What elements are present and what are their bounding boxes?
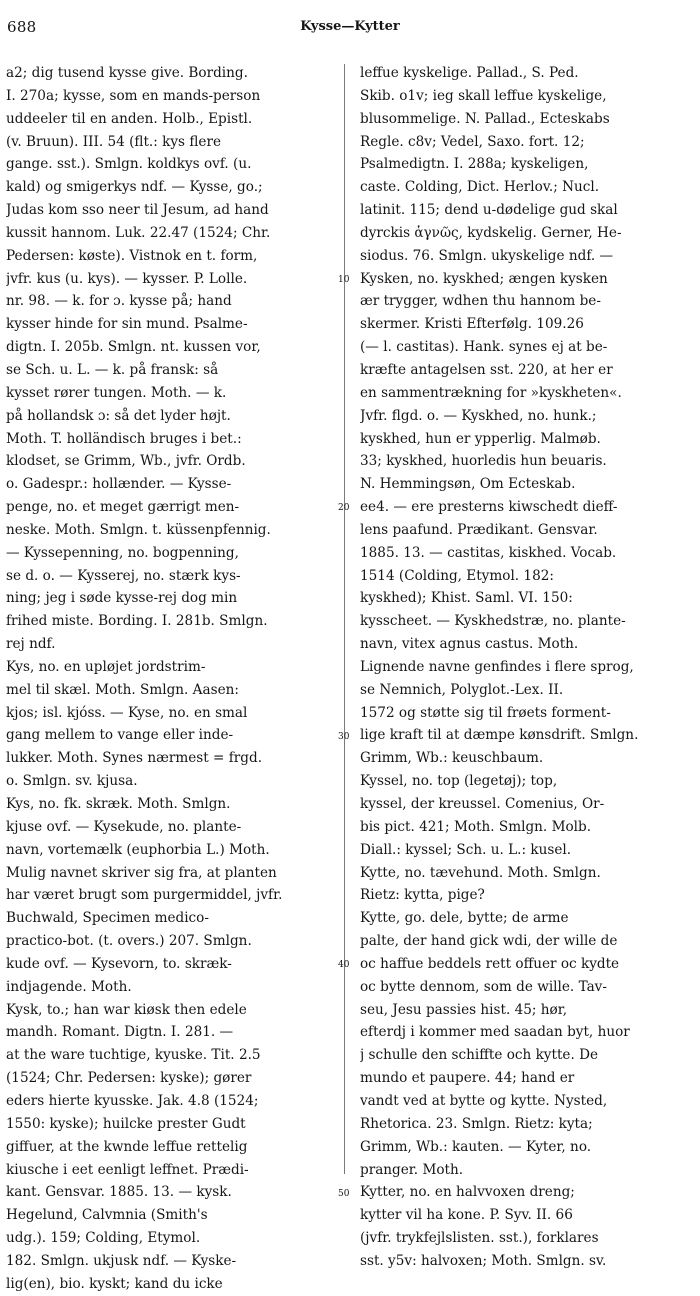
text-line: 1572 og støtte sig til frøets forment- [360,704,611,721]
text-line: kant. Gensvar. 1885. 13. — kysk. [6,1184,232,1201]
line-number: 40 [338,960,350,971]
text-line: sst. y5v: halvoxen; Moth. Smlgn. sv. [360,1252,607,1269]
text-line: se Nemnich, Polyglot.-Lex. II. [360,681,564,698]
text-line: Grimm, Wb.: kauten. — Kyter, no. [360,1138,592,1155]
text-line: Kytte, no. tævehund. Moth. Smlgn. [360,864,601,881]
text-line: caste. Colding, Dict. Herlov.; Nucl. [360,179,600,196]
text-line: Rietz: kytta, pige? [360,887,485,904]
text-line: o. Smlgn. sv. kjusa. [6,773,138,790]
text-line: vandt ved at bytte og kytte. Nysted, [360,1092,608,1109]
text-line: (— l. castitas). Hank. synes ej at be- [360,339,608,356]
text-line: lig(en), bio. kyskt; kand du icke [6,1275,223,1292]
text-line: Psalmedigtn. I. 288a; kyskeligen, [360,156,589,173]
text-line: at the ware tuchtige, kyuske. Tit. 2.5 [6,1047,261,1064]
text-line: efterdj i kommer med saadan byt, huor [360,1024,630,1041]
text-line: (1524; Chr. Pedersen: kyske); gører [6,1070,252,1087]
text-line: Diall.: kyssel; Sch. u. L.: kusel. [360,841,572,858]
text-line: I. 270a; kysse, som en mands-person [6,87,261,104]
text-line: jvfr. kus (u. kys). — kysser. P. Lolle. [6,270,248,287]
text-line: pranger. Moth. [360,1161,464,1178]
text-line: nr. 98. — k. for ɔ. kysse på; hand [6,293,232,310]
text-line: Kys, no. en upløjet jordstrim- [6,658,206,675]
text-line: Judas kom sso neer til Jesum, ad hand [6,202,269,219]
text-line: mundo et paupere. 44; hand er [360,1070,575,1087]
text-line: oc bytte dennom, som de wille. Tav- [360,978,607,995]
column-divider [344,64,345,1174]
text-line: har været brugt som purgermiddel, jvfr. [6,887,283,904]
text-line: ee4. — ere presterns kiwschedt dieff- [360,499,618,516]
line-number: 50 [338,1188,350,1199]
text-line: mandh. Romant. Digtn. I. 281. — [6,1024,234,1041]
text-line: Buchwald, Specimen medico- [6,910,209,927]
text-line: — Kyssepenning, no. bogpenning, [6,544,239,561]
text-line: Lignende navne genfindes i flere sprog, [360,658,634,675]
text-line: kysser hinde for sin mund. Psalme- [6,316,248,333]
text-line: 182. Smlgn. ukjusk ndf. — Kyske- [6,1252,237,1269]
text-line: se Sch. u. L. — k. på fransk: så [6,361,219,378]
page-header [0,18,700,44]
text-line: 1514 (Colding, Etymol. 182: [360,567,554,584]
text-line: neske. Moth. Smlgn. t. küssenpfennig. [6,521,271,538]
text-line: j schulle den schiffte och kytte. De [360,1047,599,1064]
text-line: giffuer, at the kwnde leffue rettelig [6,1138,248,1155]
text-line: Kysk, to.; han war kiøsk then edele [6,1001,247,1018]
text-line: uddeeler til en anden. Holb., Epistl. [6,110,253,127]
text-line: 33; kyskhed, huorledis hun beuaris. [360,453,607,470]
text-line: rej ndf. [6,636,56,653]
text-line: latinit. 115; dend u-dødelige gud skal [360,202,618,219]
text-line: se d. o. — Kysserej, no. stærk kys- [6,567,241,584]
left-column [6,62,338,1296]
text-line: kræfte antagelsen sst. 220, at her er [360,361,613,378]
text-line: leffue kyskelige. Pallad., S. Ped. [360,65,579,81]
text-line: dyrckis ἁγνῶς, kydskelig. Gerner, He- [360,224,622,241]
text-line: Mulig navnet skriver sig fra, at planten [6,864,277,881]
text-line: gange. sst.). Smlgn. koldkys ovf. (u. [6,156,252,173]
text-line: kysscheet. — Kyskhedstræ, no. plante- [360,613,626,630]
text-line: Moth. T. holländisch bruges i bet.: [6,430,242,447]
running-head: Kysse—Kytter [300,19,400,34]
text-line: Rhetorica. 23. Smlgn. Rietz: kyta; [360,1115,593,1132]
text-line: Kytter, no. en halvvoxen dreng; [360,1184,575,1201]
text-line: Kys, no. fk. skræk. Moth. Smlgn. [6,796,231,812]
text-line: siodus. 76. Smlgn. ukyskelige ndf. — [360,247,614,264]
text-line: kjuse ovf. — Kysekude, no. plante- [6,818,242,835]
text-line: (jvfr. trykfejlslisten. sst.), forklares [360,1230,599,1247]
text-line: kyssel, der kreussel. Comenius, Or- [360,796,605,812]
line-number: 30 [338,731,350,742]
text-line: o. Gadespr.: hollænder. — Kysse- [6,476,232,493]
text-line: kussit hannom. Luk. 22.47 (1524; Chr. [6,224,271,241]
text-line: kyskhed); Khist. Saml. VI. 150: [360,590,573,607]
text-line: Regle. c8v; Vedel, Saxo. fort. 12; [360,133,585,150]
text-line: Hegelund, Calvmnia (Smith's [6,1207,208,1224]
text-line: klodset, se Grimm, Wb., jvfr. Ordb. [6,453,246,470]
text-line: seu, Jesu passies hist. 45; hør, [360,1001,568,1018]
text-line: 1885. 13. — castitas, kiskhed. Vocab. [360,544,617,561]
text-line: Kytte, go. dele, bytte; de arme [360,910,569,927]
text-line: kytter vil ha kone. P. Syv. II. 66 [360,1207,573,1224]
text-line: kald) og smigerkys ndf. — Kysse, go.; [6,179,263,196]
text-line: (v. Bruun). III. 54 (flt.: kys flere [6,133,222,150]
text-line: navn, vortemælk (euphorbia L.) Moth. [6,841,270,858]
text-line: kude ovf. — Kysevorn, to. skræk- [6,955,232,972]
text-line: navn, vitex agnus castus. Moth. [360,636,579,653]
text-line: kiusche i eet eenligt leffnet. Prædi- [6,1161,249,1178]
text-line: kyskhed, hun er ypperlig. Malmøb. [360,430,601,447]
text-line: Jvfr. flgd. o. — Kyskhed, no. hunk.; [360,407,597,424]
text-line: blusommelige. N. Pallad., Ecteskabs [360,110,610,127]
text-line: udg.). 159; Colding, Etymol. [6,1230,201,1247]
text-line: Kysken, no. kyskhed; ængen kysken [360,270,608,287]
text-line: eders hierte kyusske. Jak. 4.8 (1524; [6,1092,259,1109]
text-line: lige kraft til at dæmpe kønsdrift. Smlgn. [360,727,639,744]
text-line: oc haffue beddels rett offuer oc kydte [360,955,620,972]
text-line: ning; jeg i søde kysse-rej dog min [6,590,238,607]
text-line: penge, no. et meget gærrigt men- [6,499,240,516]
text-line: palte, der hand gick wdi, der wille de [360,933,618,950]
text-line: kysset rører tungen. Moth. — k. [6,384,227,401]
text-line: digtn. I. 205b. Smlgn. nt. kussen vor, [6,339,261,356]
right-column [360,62,693,1273]
text-line: kjos; isl. kjóss. — Kyse, no. en smal [6,704,248,721]
text-line: gang mellem to vange eller inde- [6,727,234,744]
text-line: a2; dig tusend kysse give. Bording. [6,65,248,81]
text-line: lukker. Moth. Synes nærmest = frgd. [6,750,263,767]
text-line: mel til skæl. Moth. Smlgn. Aasen: [6,681,239,698]
text-line: bis pict. 421; Moth. Smlgn. Molb. [360,818,592,835]
text-line: Pedersen: køste). Vistnok en t. form, [6,247,258,264]
text-line: en sammentrækning for »kyskheten«. [360,384,622,401]
text-line: practico-bot. (t. overs.) 207. Smlgn. [6,933,252,950]
page-number: 688 [7,18,37,36]
line-number: 20 [338,503,350,514]
text-line: Grimm, Wb.: keuschbaum. [360,750,544,767]
text-line: på hollandsk ɔ: så det lyder højt. [6,407,231,424]
text-line: indjagende. Moth. [6,978,132,995]
line-number: 10 [338,274,350,285]
text-line: Kyssel, no. top (legetøj); top, [360,773,558,790]
text-line: Skib. o1v; ieg skall leffue kyskelige, [360,87,607,104]
text-line: ær trygger, wdhen thu hannom be- [360,293,601,310]
text-line: lens paafund. Prædikant. Gensvar. [360,521,598,538]
text-line: N. Hemmingsøn, Om Ecteskab. [360,476,576,493]
text-line: frihed miste. Bording. I. 281b. Smlgn. [6,613,268,630]
text-line: 1550: kyske); huilcke prester Gudt [6,1115,246,1132]
text-line: skermer. Kristi Efterfølg. 109.26 [360,316,584,333]
